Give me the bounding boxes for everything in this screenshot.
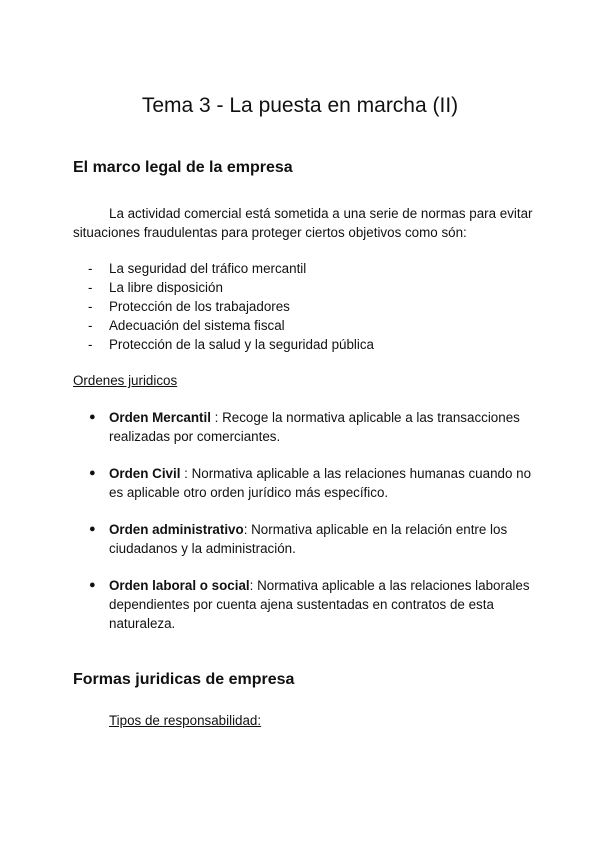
list-item-text: Adecuación del sistema fiscal — [109, 318, 285, 333]
order-term: Orden Mercantil — [109, 410, 211, 425]
bullet-icon: ● — [89, 467, 96, 479]
dash-marker: - — [88, 299, 93, 314]
orders-list — [73, 408, 543, 651]
order-term: Orden administrativo — [109, 522, 244, 537]
objectives-list — [73, 259, 374, 354]
order-item-laboral — [73, 576, 543, 633]
list-item-text: La seguridad del tráfico mercantil — [109, 261, 307, 276]
order-description: : Recoge la normativa aplicable a las transacciones realizadas por comerciantes. — [109, 410, 520, 444]
order-item-mercantil — [73, 408, 543, 446]
list-item-text: Protección de los trabajadores — [109, 299, 290, 314]
order-description: : Normativa aplicable en la relación entre los ciudadanos y la administración. — [109, 522, 508, 556]
order-item-administrativo — [73, 520, 543, 558]
dash-marker: - — [88, 280, 93, 295]
list-item — [73, 259, 374, 278]
orders-subheading: Ordenes juridicos — [73, 373, 178, 388]
dash-marker: - — [88, 318, 93, 333]
list-item — [73, 297, 374, 316]
order-term: Orden Civil — [109, 466, 181, 481]
list-item-text: La libre disposición — [109, 280, 223, 295]
bullet-icon: ● — [89, 523, 96, 535]
section-heading-marco-legal: El marco legal de la empresa — [73, 159, 293, 176]
list-item — [73, 335, 374, 354]
list-item — [73, 278, 374, 297]
list-item-text: Protección de la salud y la seguridad pública — [109, 337, 375, 352]
order-item-civil — [73, 464, 543, 502]
dash-marker: - — [88, 261, 93, 276]
intro-paragraph: La actividad comercial está sometida a una serie de normas para evitar situaciones fraudulentas para proteger ciertos objetivos como són: — [73, 206, 533, 240]
order-description: : Normativa aplicable a las relaciones laborales dependientes por cuenta ajena sustentadas en contratos de esta naturaleza. — [109, 578, 530, 631]
order-description: : Normativa aplicable a las relaciones humanas cuando no es aplicable otro orden jurídico más específico. — [109, 466, 532, 500]
section-heading-formas-juridicas: Formas juridicas de empresa — [73, 671, 295, 688]
list-item — [73, 316, 374, 335]
responsibility-subheading: Tipos de responsabilidad: — [109, 713, 262, 728]
bullet-icon: ● — [89, 579, 96, 591]
bullet-icon: ● — [89, 411, 96, 423]
document-title: Tema 3 - La puesta en marcha (II) — [141, 94, 459, 117]
order-term: Orden laboral o social — [109, 578, 250, 593]
dash-marker: - — [88, 337, 93, 352]
